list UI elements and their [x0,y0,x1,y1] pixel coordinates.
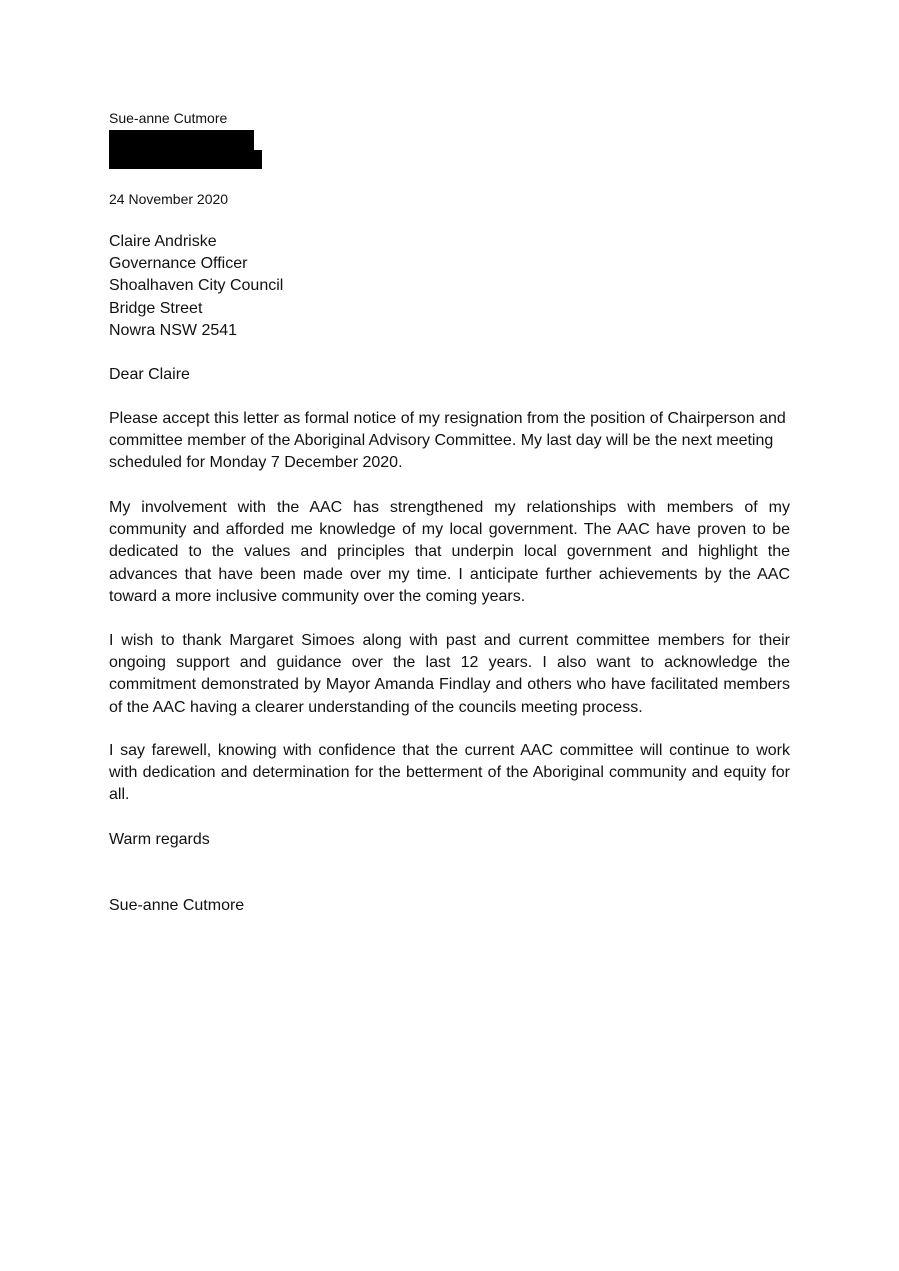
recipient-city-line: Nowra NSW 2541 [109,321,238,339]
redacted-sender-address [109,130,262,169]
recipient-title: Governance Officer [109,255,248,273]
recipient-address [109,231,283,342]
recipient-street: Bridge Street [109,299,203,317]
body-paragraph-farewell: I say farewell, knowing with confidence that the current AAC committee will continue to work with dedication and determination for the betterment of the Aboriginal community and equity for all. [109,742,790,804]
body-paragraph-thanks: I wish to thank Margaret Simoes along with past and current committee members for their ongoing support and guidance over the last 12 years. I also want to acknowledge the commitment demonstrated by Mayor Amanda Findlay and others who have facilitated members of the AAC having a clearer understanding of the councils meeting process. [109,632,790,716]
letter-date: 24 November 2020 [109,191,229,207]
salutation: Dear Claire [109,366,190,383]
body-paragraph-involvement: My involvement with the AAC has strengthened my relationships with members of my community and afforded me knowledge of my local government. The AAC have proven to be dedicated to the values and principles that underpin local government and highlight the advances that have been made over my time. I anticipate further achievements by the AAC toward a more inclusive community over the coming years. [109,499,790,605]
recipient-name: Claire Andriske [109,233,217,250]
recipient-organisation: Shoalhaven City Council [109,277,284,295]
body-paragraph-resignation: Please accept this letter as formal notice of my resignation from the position of Chairperson and committee member of the Aboriginal Advisory Committee. My last day will be the next meeting scheduled for Monday 7 December 2020. [109,410,786,472]
closing: Warm regards [109,831,210,848]
signature-name: Sue-anne Cutmore [109,897,245,914]
sender-name: Sue-anne Cutmore [109,110,228,126]
redaction-block [109,150,262,169]
